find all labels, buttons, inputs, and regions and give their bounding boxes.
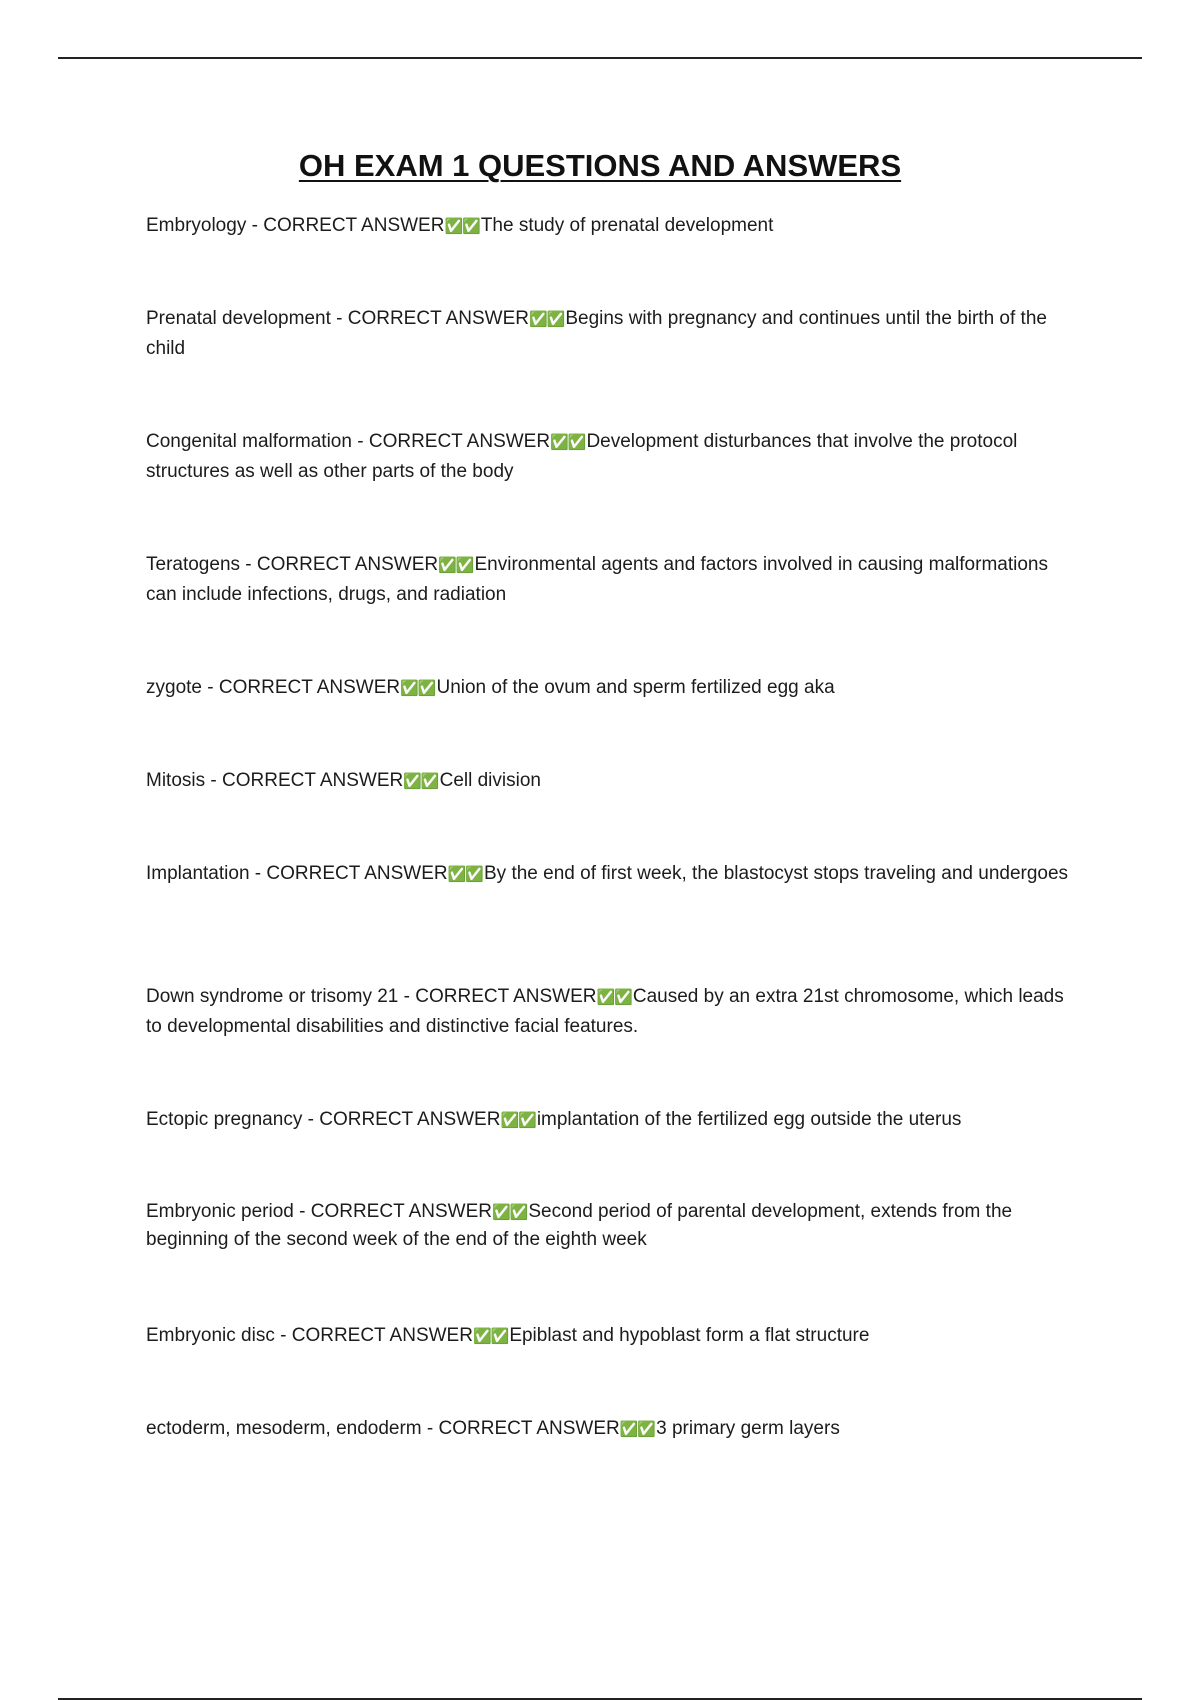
qa-item: Embryonic period - CORRECT ANSWER✅✅Second period of parental development, extends from the beginning of the second week of the end of the eighth week <box>146 1201 1013 1250</box>
qa-answer: The study of prenatal development <box>480 215 774 236</box>
qa-term: Implantation <box>146 863 250 884</box>
qa-answer: 3 primary germ layers <box>656 1418 840 1439</box>
double-check-icon: ✅✅ <box>500 1111 536 1129</box>
double-check-icon: ✅✅ <box>444 217 480 235</box>
double-check-icon: ✅✅ <box>438 556 474 574</box>
double-check-icon: ✅✅ <box>472 1327 509 1345</box>
qa-item: Down syndrome or trisomy 21 - CORRECT ANSWER✅✅Caused by an extra 21st chromosome, which leads to developmental disabilities and distinctive facial features. <box>146 986 1064 1037</box>
qa-answer: Union of the ovum and sperm fertilized egg aka <box>436 677 835 698</box>
double-check-icon: ✅✅ <box>596 988 632 1006</box>
qa-term: Prenatal development <box>146 308 331 329</box>
qa-answer: Caused by an extra 21st chromosome, which leads to developmental disabilities and distinctive facial features. <box>146 986 1064 1037</box>
qa-term: Embryonic disc <box>146 1325 275 1346</box>
qa-item: Teratogens - CORRECT ANSWER✅✅Environmental agents and factors involved in causing malformations can include infections, drugs, and radiation <box>146 554 1048 605</box>
qa-item: Congenital malformation - CORRECT ANSWER✅✅Development disturbances that involve the protocol structures as well as other parts of the body <box>146 431 1018 482</box>
qa-answer: Epiblast and hypoblast form a flat structure <box>509 1325 870 1346</box>
qa-answer: implantation of the fertilized egg outside the uterus <box>536 1109 962 1130</box>
double-check-icon: ✅✅ <box>491 1203 528 1221</box>
qa-answer: Begins with pregnancy and continues until the birth of the child <box>146 308 1047 359</box>
qa-marker: CORRECT ANSWER <box>256 554 439 575</box>
qa-marker: CORRECT ANSWER <box>266 863 448 884</box>
double-check-icon: ✅✅ <box>619 1420 656 1438</box>
qa-marker: CORRECT ANSWER <box>368 431 551 452</box>
qa-item: Embryonic disc - CORRECT ANSWER✅✅Epiblast and hypoblast form a flat structure <box>146 1325 870 1346</box>
page-title: OH EXAM 1 QUESTIONS AND ANSWERS <box>298 148 902 183</box>
qa-term: Teratogens <box>146 554 241 575</box>
qa-marker: CORRECT ANSWER <box>222 770 404 791</box>
qa-answer: Environmental agents and factors involved in causing malformations can include infections, drugs, and radiation <box>146 554 1048 605</box>
qa-item: Implantation - CORRECT ANSWER✅✅By the end of first week, the blastocyst stops traveling and undergoes <box>146 863 1069 884</box>
qa-marker: CORRECT ANSWER <box>310 1201 492 1222</box>
double-check-icon: ✅✅ <box>550 433 586 451</box>
qa-marker: CORRECT ANSWER <box>438 1418 620 1439</box>
qa-marker: CORRECT ANSWER <box>347 308 529 329</box>
qa-term: Down syndrome or trisomy 21 <box>146 986 399 1007</box>
qa-term: Embryonic period <box>146 1201 294 1222</box>
qa-marker: CORRECT ANSWER <box>291 1325 473 1346</box>
qa-answer: Second period of parental development, extends from the beginning of the second week of the end of the eighth week <box>146 1201 1013 1250</box>
qa-item: Prenatal development - CORRECT ANSWER✅✅Begins with pregnancy and continues until the birth of the child <box>146 308 1047 359</box>
qa-term: Mitosis <box>146 770 206 791</box>
qa-term: Congenital malformation <box>146 431 352 452</box>
qa-item: Mitosis - CORRECT ANSWER✅✅Cell division <box>146 770 541 791</box>
qa-answer: Development disturbances that involve the protocol structures as well as other parts of the body <box>146 431 1018 482</box>
qa-marker: CORRECT ANSWER <box>415 986 597 1007</box>
qa-item: Embryology - CORRECT ANSWER✅✅The study of prenatal development <box>146 215 774 236</box>
qa-term: Embryology <box>146 215 247 236</box>
qa-item: zygote - CORRECT ANSWER✅✅Union of the ovum and sperm fertilized egg aka <box>146 677 835 698</box>
qa-list <box>146 211 1076 1507</box>
qa-item: Ectopic pregnancy - CORRECT ANSWER✅✅implantation of the fertilized egg outside the uterus <box>146 1109 962 1130</box>
header-rule <box>58 57 1142 59</box>
qa-term: zygote <box>146 677 202 698</box>
double-check-icon: ✅✅ <box>528 310 565 328</box>
double-check-icon: ✅✅ <box>400 679 436 697</box>
qa-answer: By the end of first week, the blastocyst stops traveling and undergoes <box>484 863 1069 884</box>
qa-item: ectoderm, mesoderm, endoderm - CORRECT ANSWER✅✅3 primary germ layers <box>146 1418 840 1439</box>
qa-marker: CORRECT ANSWER <box>218 677 401 698</box>
qa-marker: CORRECT ANSWER <box>263 215 445 236</box>
qa-marker: CORRECT ANSWER <box>319 1109 501 1130</box>
qa-term: ectoderm, mesoderm, endoderm <box>146 1418 422 1439</box>
qa-answer: Cell division <box>439 770 541 791</box>
qa-term: Ectopic pregnancy <box>146 1109 303 1130</box>
double-check-icon: ✅✅ <box>403 772 439 790</box>
double-check-icon: ✅✅ <box>447 865 483 883</box>
